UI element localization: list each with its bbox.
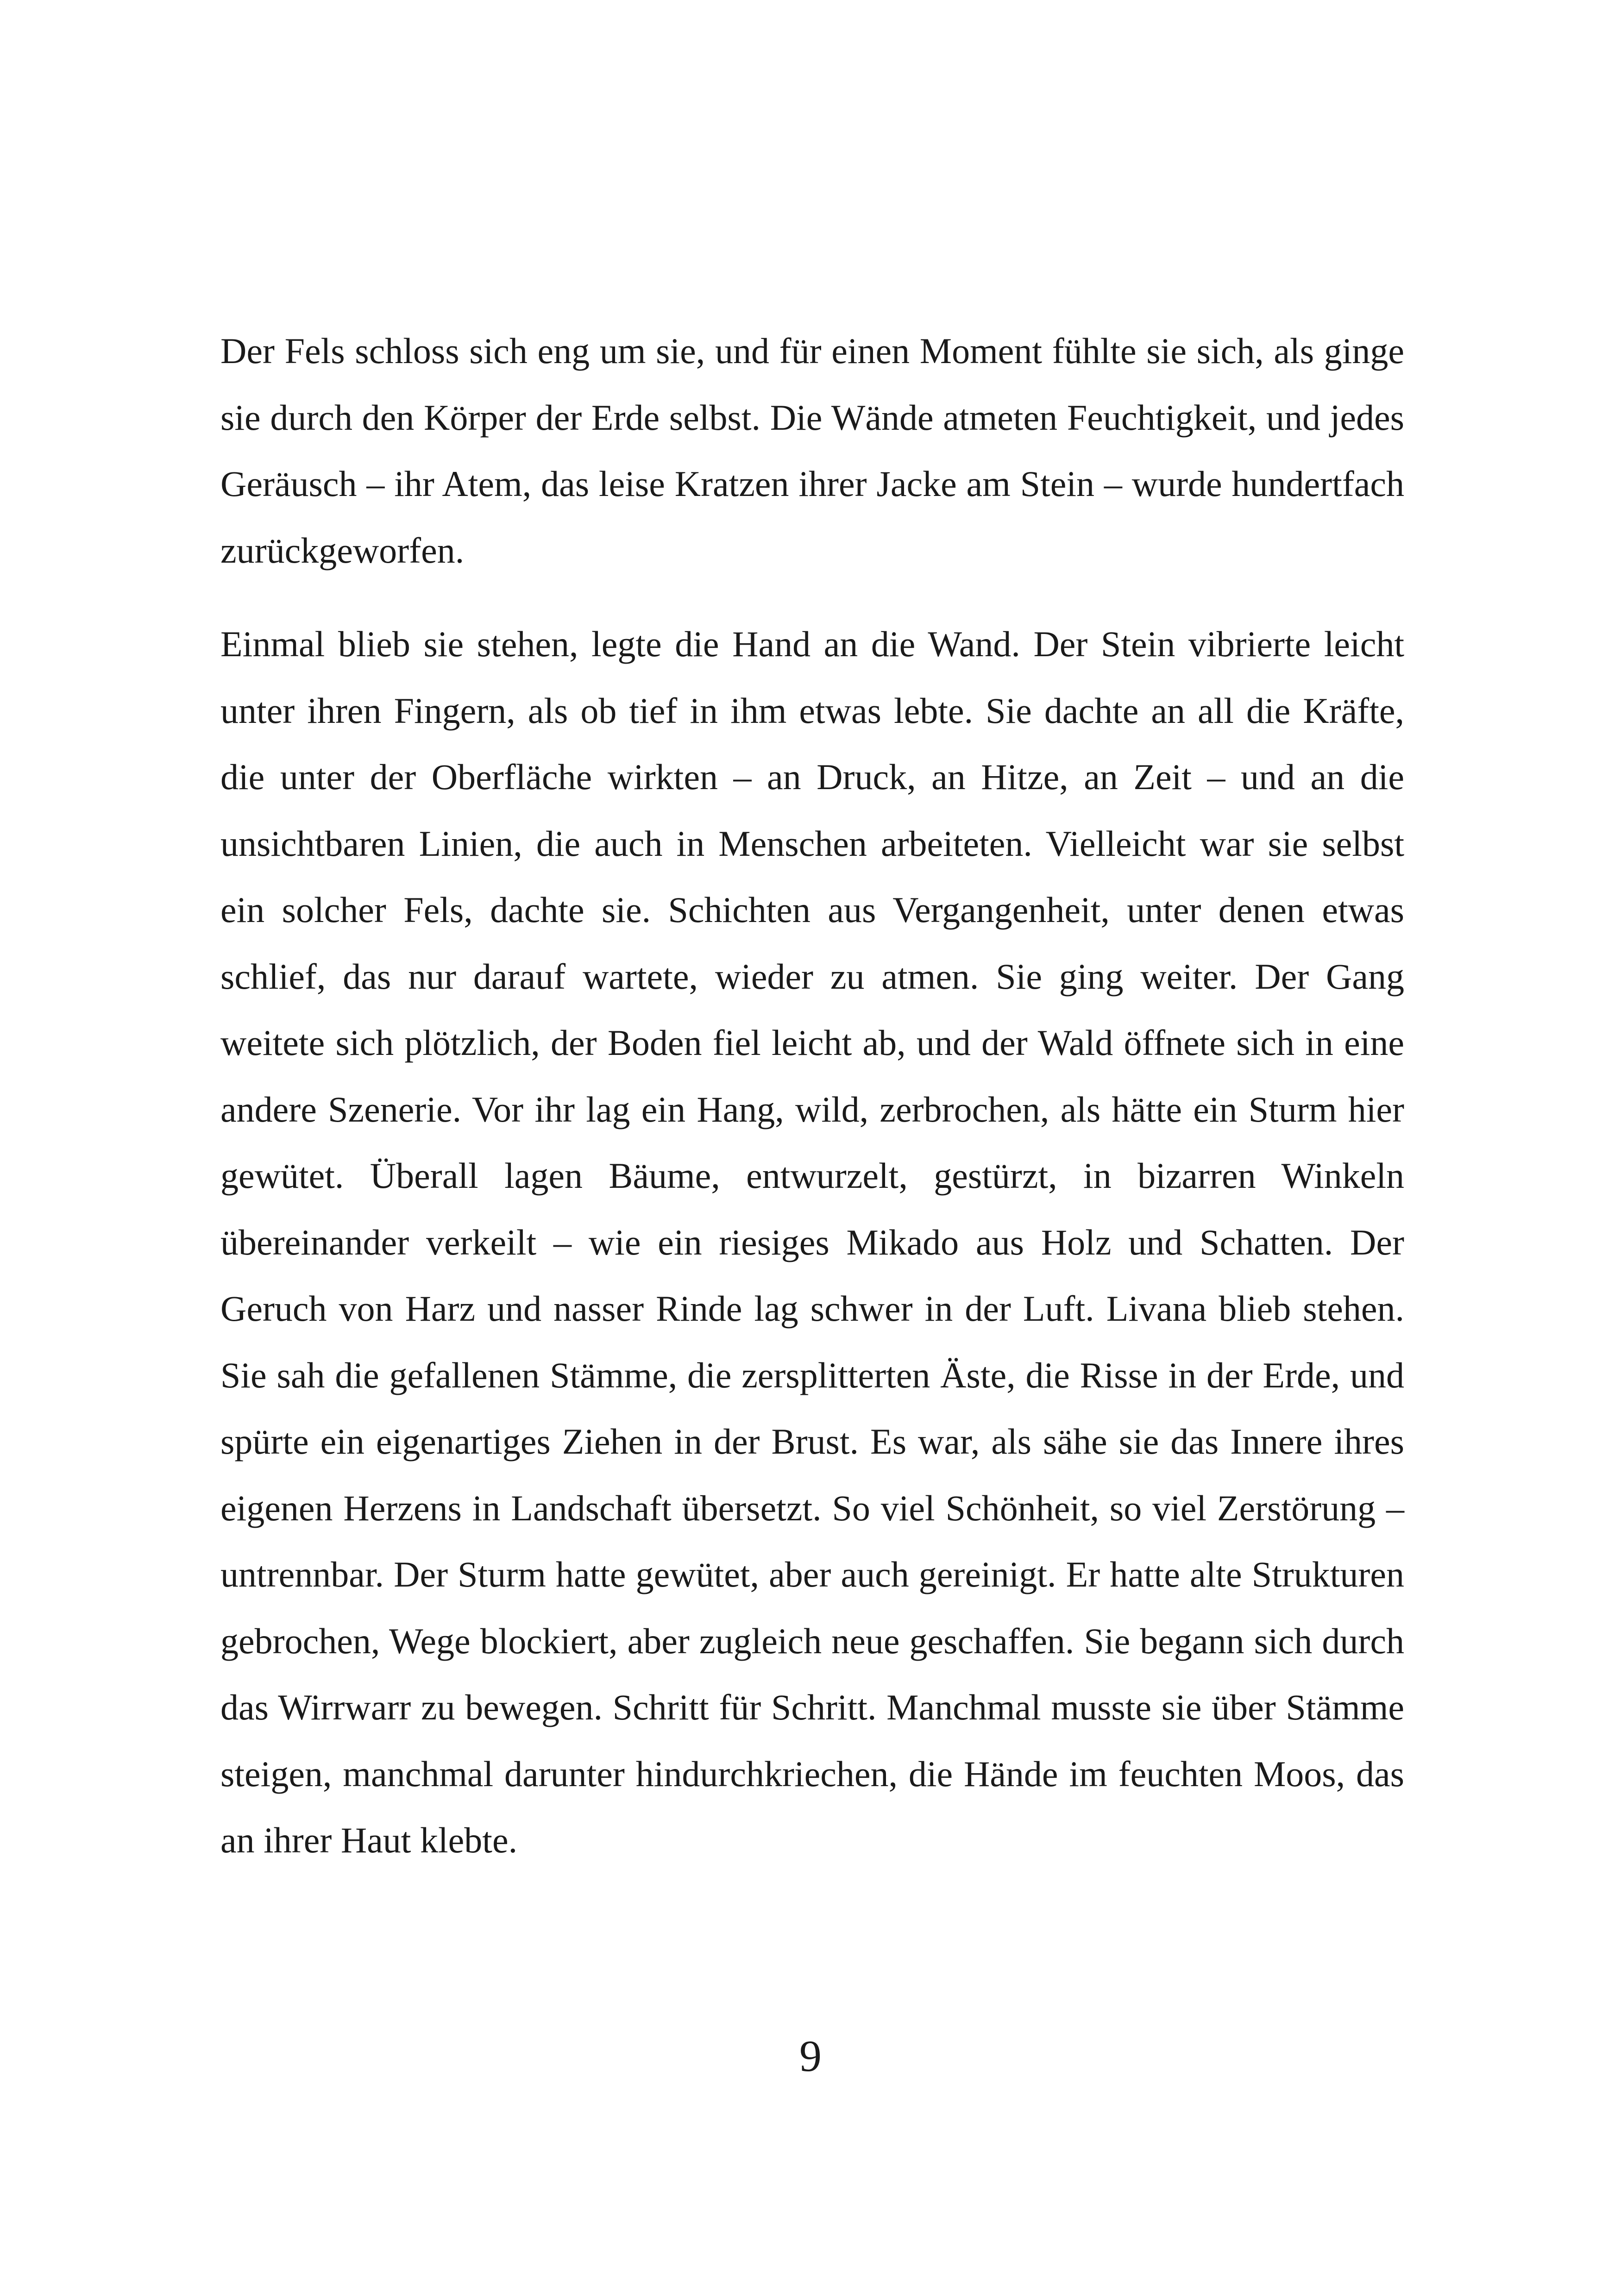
paragraph: Einmal blieb sie stehen, legte die Hand an die Wand. Der Stein vibrierte leicht unter ihren Fingern, als ob tief in ihm etwas lebte. Sie dachte an all die Kräfte, die unter der Oberfläche wirkten – an Druck, an Hitze, an Zeit – und an die unsichtbaren Linien, die auch in Menschen arbeiteten. Vielleicht war sie selbst ein solcher Fels, dachte sie. Schichten aus Vergangenheit, unter denen etwas schlief, das nur darauf wartete, wieder zu atmen. Sie ging weiter. Der Gang weitete sich plötzlich, der Boden fiel leicht ab, und der Wald öffnete sich in eine andere Szenerie. Vor ihr lag ein Hang, wild, zerbrochen, als hätte ein Sturm hier gewütet. Überall lagen Bäume, entwurzelt, gestürzt, in bizarren Winkeln übereinander verkeilt – wie ein riesiges Mikado aus Holz und Schatten. Der Geruch von Harz und nasser Rinde lag schwer in der Luft. Livana blieb stehen. Sie sah die gefallenen Stämme, die zersplitterten Äste, die Risse in der Erde, und spürte ein eigenartiges Ziehen in der Brust. Es war, als sähe sie das Innere ihres eigenen Herzens in Landschaft übersetzt. So viel Schönheit, so viel Zerstörung – untrennbar. Der Sturm hatte gewütet, aber auch gereinigt. Er hatte alte Strukturen gebrochen, Wege blockiert, aber zugleich neue geschaffen. Sie begann sich durch das Wirrwarr zu bewegen. Schritt für Schritt. Manchmal musste sie über Stämme steigen, manchmal darunter hindurchkriechen, die Hände im feuchten Moos, das an ihrer Haut klebte. <box>220 624 1404 1860</box>
paragraph: Der Fels schloss sich eng um sie, und für einen Moment fühlte sie sich, als ginge sie durch den Körper der Erde selbst. Die Wände atmeten Feuchtigkeit, und jedes Geräusch – ihr Atem, das leise Kratzen ihrer Jacke am Stein – wurde hundertfach zurückgeworfen. <box>220 331 1404 571</box>
page-number: 9 <box>799 2031 822 2081</box>
body-text <box>220 318 1404 1874</box>
